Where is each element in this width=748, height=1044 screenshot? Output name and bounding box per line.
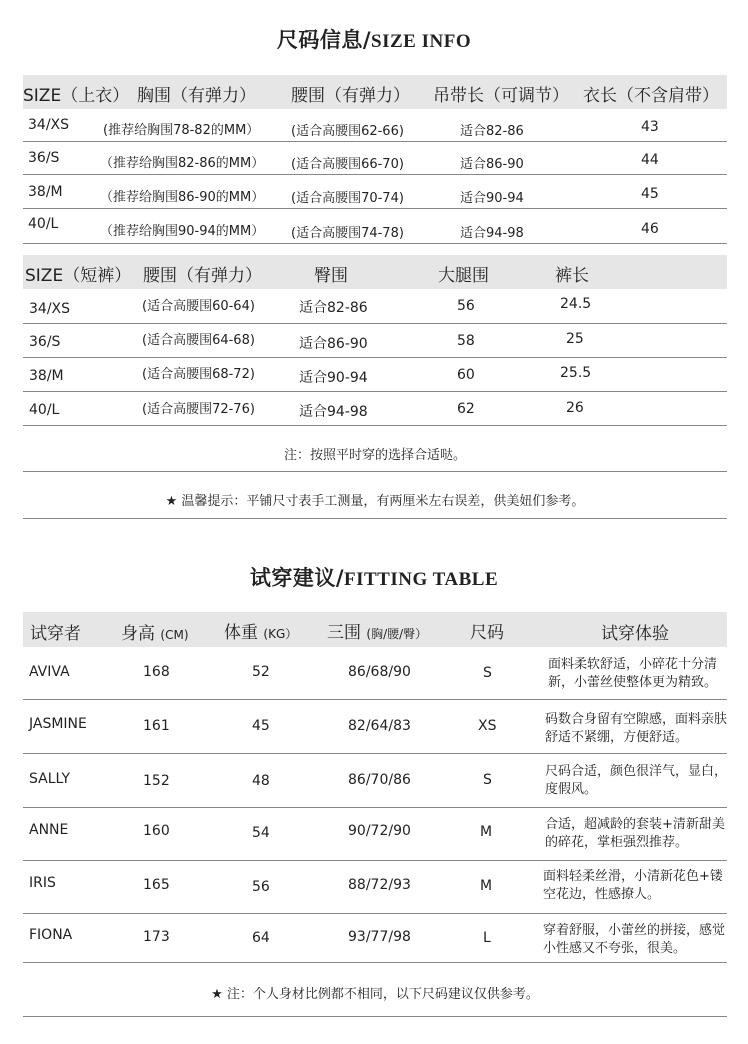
- header-weight-label: 体重: [224, 623, 258, 643]
- cell-length: 45: [641, 186, 659, 202]
- cell-height: 168: [143, 664, 170, 680]
- table-row: [23, 175, 727, 209]
- header-size-fit: 尺码: [470, 623, 504, 643]
- cell-bwh: 86/68/90: [348, 664, 411, 680]
- header-weight-unit: (KG）: [263, 627, 298, 641]
- cell-size: L: [483, 930, 491, 946]
- header-waist: 腰围（有弹力）: [291, 86, 410, 106]
- cell-length: 43: [641, 119, 659, 135]
- fitting-header: [23, 612, 727, 647]
- cell-size: 38/M: [29, 368, 64, 384]
- cell-size: 36/S: [28, 150, 60, 166]
- cell-bwh: 88/72/93: [348, 877, 411, 893]
- cell-bwh: 86/70/86: [348, 772, 411, 788]
- cell-size: 40/L: [28, 216, 59, 232]
- header-bwh: [327, 618, 427, 643]
- table-row: [23, 647, 727, 700]
- header-bwh-unit: (胸/腰/臀）: [366, 627, 428, 641]
- cell-experience: 合适，超减龄的套装+清新甜美的碎花，掌柜强烈推荐。: [545, 817, 725, 850]
- cell-name: FIONA: [29, 927, 73, 943]
- cell-waist: (适合高腰围60-64): [142, 299, 255, 314]
- table-row: [23, 358, 727, 392]
- cell-waist: (适合高腰围64-68): [142, 333, 255, 348]
- cell-waist: (适合高腰围66-70): [291, 157, 404, 172]
- table-row: [23, 808, 727, 861]
- cell-bwh: 90/72/90: [348, 823, 411, 839]
- size-info-title-en: SIZE INFO: [371, 31, 472, 52]
- table-row: [23, 289, 727, 324]
- cell-experience: 穿着舒服，小蕾丝的拼接，感觉小性感又不夸张，很美。: [543, 923, 726, 956]
- cell-height: 161: [143, 718, 170, 734]
- header-bwh-label: 三围: [327, 623, 361, 643]
- cell-name: ANNE: [29, 822, 69, 838]
- cell-strap: 适合90-94: [460, 191, 524, 206]
- cell-height: 165: [143, 877, 170, 893]
- cell-name: AVIVA: [29, 664, 70, 680]
- cell-weight: 45: [252, 718, 270, 734]
- cell-height: 173: [143, 929, 170, 945]
- cell-short-length: 24.5: [560, 296, 592, 312]
- fitting-title-cn: 试穿建议/: [249, 566, 344, 590]
- cell-hip: 适合90-94: [299, 370, 368, 386]
- header-size-short: SIZE（短裤）: [25, 266, 132, 286]
- table-row: [23, 754, 727, 808]
- header-thigh: 大腿围: [438, 266, 489, 286]
- cell-weight: 52: [252, 664, 270, 680]
- cell-size: S: [483, 772, 492, 788]
- header-short-length: 裤长: [555, 266, 589, 286]
- size-info-title-cn: 尺码信息/: [276, 28, 372, 52]
- cell-size: 38/M: [28, 184, 63, 200]
- divider: [23, 518, 727, 519]
- cell-height: 160: [143, 823, 170, 839]
- cell-waist: (适合高腰围70-74): [291, 191, 404, 206]
- cell-experience: 面料柔软舒适，小碎花十分清新，小蕾丝使整体更为精致。: [548, 657, 718, 690]
- table-row: [23, 142, 727, 175]
- cell-size: 36/S: [29, 334, 61, 350]
- cell-short-length: 26: [566, 400, 584, 416]
- fitting-title: [0, 562, 748, 592]
- divider: [23, 471, 727, 472]
- header-height-unit: (CM): [160, 628, 189, 642]
- header-bust: 胸围（有弹力）: [137, 86, 256, 106]
- size-tip: ★ 温馨提示：平铺尺寸表手工测量，有两厘米左右误差，供美妞们参考。: [165, 494, 585, 509]
- header-short-waist: 腰围（有弹力）: [143, 266, 262, 286]
- cell-experience: 尺码合适，颜色很洋气，显白，度假风。: [545, 764, 728, 797]
- cell-waist: (适合高腰围62-66): [291, 124, 404, 139]
- table-row: [23, 914, 727, 963]
- header-height: [121, 619, 189, 644]
- cell-short-length: 25.5: [560, 365, 592, 381]
- cell-thigh: 56: [457, 298, 475, 314]
- cell-size: 34/XS: [28, 117, 70, 133]
- cell-size: 34/XS: [29, 301, 71, 317]
- divider: [23, 1016, 727, 1017]
- cell-length: 46: [641, 221, 659, 237]
- cell-thigh: 62: [457, 401, 475, 417]
- cell-name: SALLY: [29, 771, 71, 787]
- cell-name: JASMINE: [29, 716, 87, 732]
- cell-weight: 48: [252, 773, 270, 789]
- table-row: [23, 700, 727, 754]
- header-hip: 臀围: [314, 266, 348, 286]
- cell-strap: 适合86-90: [460, 157, 524, 172]
- table-row: [23, 861, 727, 914]
- header-strap: 吊带长（可调节）: [433, 86, 569, 106]
- cell-experience: 面料轻柔丝滑，小清新花色+镂空花边，性感撩人。: [543, 869, 723, 902]
- fitting-title-en: FITTING TABLE: [344, 569, 499, 590]
- cell-weight: 54: [252, 825, 270, 841]
- table-row: [23, 324, 727, 358]
- cell-hip: 适合94-98: [299, 404, 368, 420]
- cell-waist: (适合高腰围68-72): [142, 367, 255, 382]
- cell-bust: (推荐给胸围78-82的MM）: [103, 123, 260, 138]
- cell-strap: 适合82-86: [460, 124, 524, 139]
- cell-waist: (适合高腰围72-76): [142, 402, 255, 417]
- size-info-title: [0, 24, 748, 54]
- cell-bust: （推荐给胸围82-86的MM）: [100, 156, 265, 171]
- cell-size: S: [483, 665, 492, 681]
- cell-bust: （推荐给胸围90-94的MM）: [100, 224, 265, 239]
- size-note: 注：按照平时穿的选择合适哒。: [283, 448, 466, 463]
- cell-size: 40/L: [29, 402, 60, 418]
- cell-experience: 码数合身留有空隙感，面料亲肤舒适不紧绷，方便舒适。: [545, 712, 728, 745]
- cell-name: IRIS: [29, 875, 56, 891]
- short-size-header: [23, 255, 727, 289]
- cell-thigh: 58: [457, 333, 475, 349]
- cell-hip: 适合86-90: [299, 336, 368, 352]
- cell-size: XS: [478, 718, 497, 734]
- cell-size: M: [480, 878, 493, 894]
- header-length: 衣长（不含肩带）: [583, 86, 719, 106]
- header-weight: [224, 618, 297, 643]
- top-size-header: [23, 75, 727, 109]
- table-row: [23, 392, 727, 426]
- table-row: [23, 109, 727, 142]
- table-row: [23, 209, 727, 244]
- cell-bwh: 82/64/83: [348, 718, 411, 734]
- cell-size: M: [480, 824, 493, 840]
- cell-length: 44: [641, 152, 659, 168]
- cell-waist: (适合高腰围74-78): [291, 226, 404, 241]
- header-size-top: SIZE（上衣）: [23, 86, 130, 106]
- header-tester: 试穿者: [30, 624, 81, 644]
- cell-bwh: 93/77/98: [348, 929, 411, 945]
- cell-short-length: 25: [566, 331, 584, 347]
- cell-bust: （推荐给胸围86-90的MM）: [100, 190, 265, 205]
- cell-hip: 适合82-86: [299, 300, 368, 316]
- cell-thigh: 60: [457, 367, 475, 383]
- cell-height: 152: [143, 773, 170, 789]
- header-height-label: 身高: [121, 624, 155, 644]
- fitting-note: ★ 注：个人身材比例都不相同，以下尺码建议仅供参考。: [211, 987, 539, 1002]
- header-experience: 试穿体验: [601, 624, 669, 644]
- cell-strap: 适合94-98: [460, 226, 524, 241]
- cell-weight: 64: [252, 930, 270, 946]
- cell-weight: 56: [252, 879, 270, 895]
